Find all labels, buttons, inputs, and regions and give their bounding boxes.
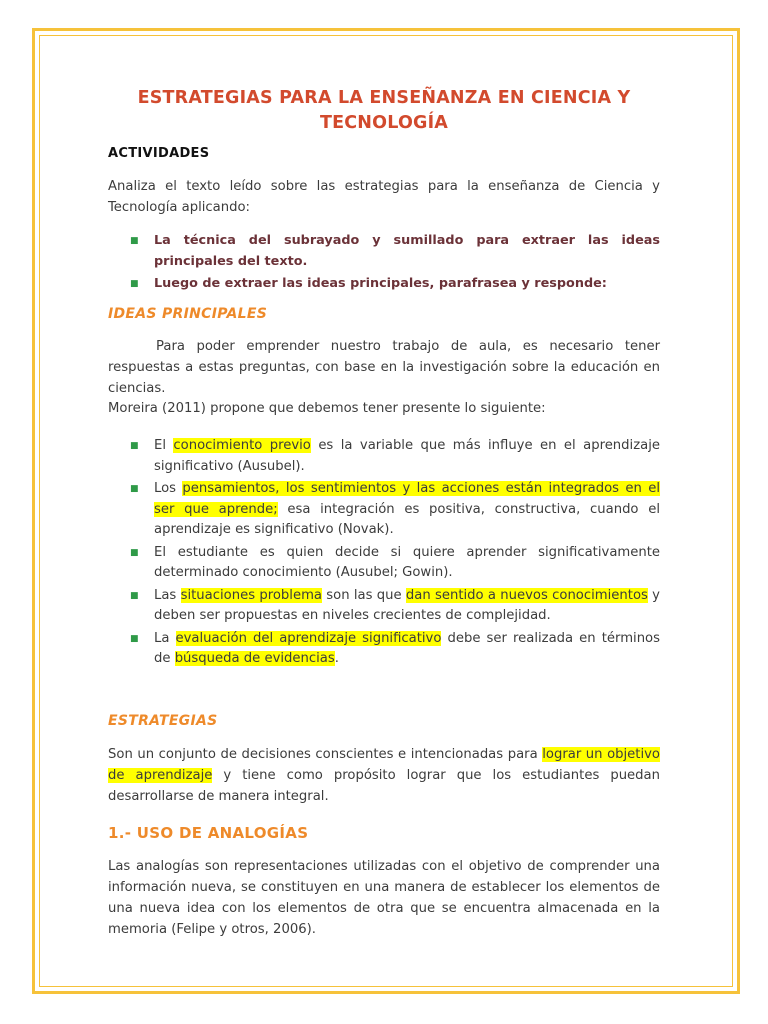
list-item: ■ Las situaciones problema son las que dan sentido a nuevos conocimientos y deben ser propuestas en niveles crecientes de complejidad.: [130, 587, 660, 623]
strategies-heading: ESTRATEGIAS: [108, 713, 218, 729]
task-list: [108, 231, 660, 295]
ideas-paragraph-2: Moreira (2011) propone que debemos tener presente lo siguiente:: [108, 401, 546, 416]
strategies-paragraph: Son un conjunto de decisiones conscientes e intencionadas para lograr un objetivo de aprendizaje y tiene como propósito lograr que los estudiantes puedan desarrollarse de manera integral.: [108, 747, 660, 804]
activities-label: ACTIVIDADES: [108, 146, 210, 161]
document-title: ESTRATEGIAS PARA LA ENSEÑANZA EN CIENCIA Y TECNOLOGÍA: [137, 88, 631, 133]
square-bullet-icon: ■: [130, 547, 139, 558]
list-item: ■ El conocimiento previo es la variable que más influye en el aprendizaje significativo (Ausubel).: [130, 438, 660, 474]
ideas-paragraph-1: Para poder emprender nuestro trabajo de aula, es necesario tener respuestas a estas preguntas, con base en la investigación sobre la educación en ciencias.: [108, 339, 660, 396]
ideas-list: [108, 436, 660, 672]
list-item: ■ Luego de extraer las ideas principales, parafrasea y responde:: [108, 274, 660, 295]
list-item: ■ Los pensamientos, los sentimientos y las acciones están integrados en el ser que aprende; esa integración es positiva, constructiva, cuando el aprendizaje es significativo (Novak).: [130, 481, 660, 537]
list-item: ■ La técnica del subrayado y sumillado para extraer las ideas principales del texto.: [130, 233, 660, 269]
analogies-paragraph: Las analogías son representaciones utilizadas con el objetivo de comprender una información nueva, se constituyen en una manera de establecer los elementos de una nueva idea con los elementos de otra que se encuentra almacenada en la memoria (Felipe y otros, 2006).: [108, 859, 660, 937]
square-bullet-icon: ■: [130, 236, 139, 246]
square-bullet-icon: ■: [130, 484, 139, 494]
square-bullet-icon: ■: [130, 441, 139, 451]
square-bullet-icon: ■: [130, 279, 139, 289]
analogies-heading: 1.- USO DE ANALOGÍAS: [108, 824, 309, 842]
list-item: ■ El estudiante es quien decide si quiere aprender significativamente determinado conocimiento (Ausubel; Gowin).: [130, 544, 660, 580]
ideas-heading: IDEAS PRINCIPALES: [108, 306, 268, 322]
square-bullet-icon: ■: [130, 633, 139, 644]
square-bullet-icon: ■: [130, 590, 139, 601]
list-item: ■ La evaluación del aprendizaje significativo debe ser realizada en términos de búsqueda de evidencias.: [130, 630, 661, 666]
intro-paragraph: Analiza el texto leído sobre las estrategias para la enseñanza de Ciencia y Tecnología aplicando:: [108, 179, 660, 215]
